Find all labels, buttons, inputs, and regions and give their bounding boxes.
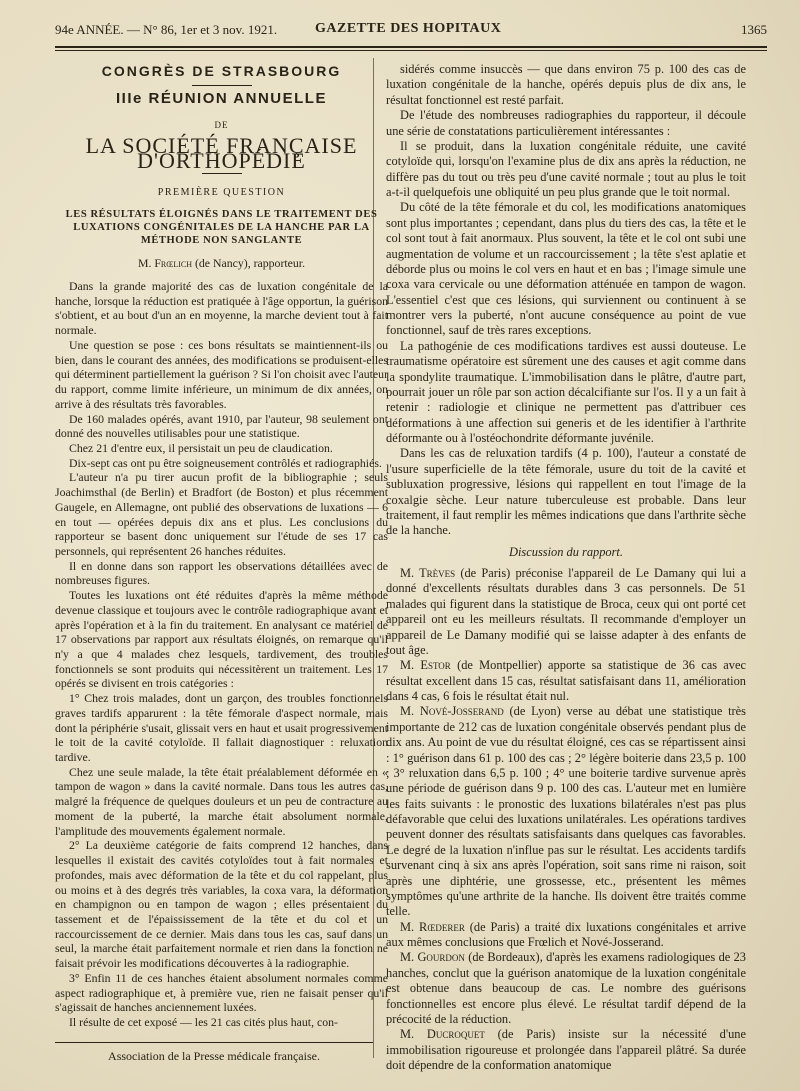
- paragraph: 1° Chez trois malades, dont un garçon, des troubles fonctionnels graves tardifs apparurent : la tête fémorale d'aspect normale, mais dont la périphérie s'usait, glissait vers en haut et usait progressivement le toit de la cavité cotyloïde. Il fallait diagnostiquer : reluxation tardive.: [55, 691, 388, 765]
- paragraph: Il en donne dans son rapport les observations détaillées avec de nombreuses figures.: [55, 558, 388, 588]
- header-rule: [55, 46, 767, 48]
- paragraph: L'auteur n'a pu tirer aucun profit de la bibliographie ; seuls Joachimsthal (de Berlin) et Bradfort (de Boston) et plus récemment Gaugele, en Allemagne, ont publié des observations de luxations — 6 en tout — opérées depuis dix ans et plus. Les conclusions du rapporteur se basent donc uniquement sur l'étude de ses 17 cas personnels, qui représentent 26 hanches réduites.: [55, 470, 388, 558]
- discussion-paragraph: [386, 920, 746, 951]
- divider: [192, 85, 252, 86]
- header-rule-thin: [55, 50, 767, 51]
- question-label: PREMIÈRE QUESTION: [157, 186, 286, 198]
- article-title: LES RÉSULTATS ÉLOIGNÉS DANS LE TRAITEMENT DES LUXATIONS CONGÉNITALES DE LA HANCHE PAR LA MÉTHODE NON SANGLANTE: [65, 209, 378, 247]
- speaker-name: M. Nové-Josserand: [400, 704, 504, 719]
- paragraph: Il résulte de cet exposé — les 21 cas cités plus haut, con-: [69, 1014, 338, 1029]
- speaker-name: M. Rœderer: [400, 919, 465, 934]
- paragraph: 2° La deuxième catégorie de faits comprend 12 hanches, dans lesquelles il existait des cavités cotyloïdes tout à fait normales et profondes, mais avec déformation de la tête et du col rappelant, plus ou moins et à des degrés très variables, la coxa vara, la déformation en champignon ou en tampon de wagon ; elles présentaient du tassement et de l'épaississement de la tête et du col et un raccourcissement de ce dernier. Mais dans tous les cas, sauf dans un seul, la marche était parfaitement normale et rien dans la fonction ne faisait prévoir les modifications découvertes à la radiographie.: [55, 838, 388, 971]
- discussion-paragraph: [386, 1027, 746, 1073]
- discussion-paragraph: [386, 566, 746, 658]
- author-line: [55, 256, 388, 271]
- discussion-paragraph: [386, 704, 746, 919]
- right-column: [386, 62, 746, 1073]
- left-body: [55, 279, 388, 1030]
- discussion-paragraph: [386, 950, 746, 1027]
- paragraph: Il se produit, dans la luxation congénitale réduite, une cavité cotyloïde qui, lorsqu'on l'examine plus de dix ans après la réduction, ne diffère pas du tout ou très peu d'une cavité normale ; tout au plus le toit a-t-il quelquefois une obliquité un peu plus grande que le toit normal.: [386, 138, 746, 199]
- journal-title: GAZETTE DES HOPITAUX: [315, 21, 502, 36]
- paragraph: 3° Enfin 11 de ces hanches étaient absolument normales comme aspect radiographique et, à première vue, rien ne faisait penser qu'il s'agissait de hanches anciennement luxées.: [55, 970, 388, 1015]
- speaker-text: (de Paris) insiste sur la nécessité d'une immobilisation rigoureuse et prolongée dans l'appareil plâtré. Sa durée doit dépendre de la conformation anatomique: [386, 1027, 746, 1072]
- page-header: [55, 20, 767, 42]
- paragraph: Une question se pose : ces bons résultats se maintiennent-ils ou bien, dans le courant des années, des modifications se produisent-elles qui déterminent partiellement la guérison ? Si l'on choisit avec l'auteur du rapport, comme limite inférieure, un minimum de dix années, on arrive à des résultats très favorables.: [55, 337, 388, 411]
- de-label: DE: [214, 120, 229, 131]
- meeting-heading: IIIe RÉUNION ANNUELLE: [116, 89, 327, 107]
- page-number: 1365: [741, 22, 767, 37]
- issue-info: 94e ANNÉE. — N° 86, 1er et 3 nov. 1921.: [55, 22, 278, 37]
- speaker-name: M. Trèves: [400, 566, 456, 580]
- discussion-heading: Discussion du rapport.: [509, 544, 623, 559]
- speaker-name: M. Estor: [400, 658, 451, 673]
- speaker-text: (de Bordeaux), d'après les examens radiologiques de 23 hanches, conclut que la guérison anatomique de la luxation congénitale est obtenue dans beaucoup de cas. Le nombre des guérisons fonctionnelles est encore plus élevé. Le résultat tardif dépend de la précocité de la réduction.: [386, 950, 746, 1026]
- speaker-text: (de Lyon) verse au débat une statistique très importante de 212 cas de luxation congénitale observés pendant plus de dix ans. Au point de vue du résultat éloigné, ces cas se répartissent ainsi : 1° guérison dans 61 p. 100 des cas ; 2° légère boiterie dans 23,5 p. 100 ; 3° reluxation dans 6,5 p. 100 ; 4° une boiterie tardive survenue après une période de guérison dans 9 p. 100 des cas. L'auteur met en lumière les faits suivants : le pronostic des luxations bilatérales n'est pas plus défavorable que celui des luxations unilatérales. Les opérations tardives peuvent donner des résultats satisfaisants dans quelques cas favorables. Le degré de la luxation n'influe pas sur le résultat. Les accidents tardifs survenant cinq à six ans après l'opération, soit sans rime ni raison, soit après une diphtérie, une grossesse, etc., présentent les mêmes symptômes qu'une arthrite de la hanche. Ils doivent être traités comme telle.: [386, 704, 746, 919]
- paragraph: Dix-sept cas ont pu être soigneusement contrôlés et radiographiés.: [69, 455, 382, 470]
- paragraph: Chez 21 d'entre eux, il persistait un peu de claudication.: [69, 440, 333, 455]
- paragraph: Du côté de la tête fémorale et du col, les modifications anatomiques sont plus importantes ; cependant, dans plus du tiers des cas, la tête et le col sont tout à fait anormaux. Plus souvent, la tête et le col ont subi une augmentation de volume et un raccourcissement ; la tête s'est aplatie et déborde plus ou moins le col vers en haut et en bas ; l'image simule une coxa vara cervicale ou une déformation atténuée en tampon de wagon. L'essentiel c'est que ces lésions, qui surviennent ou continuent à se montrer vers la puberté, n'ont aucune conséquence au point de vue fonctionnel, sauf de très rares exceptions.: [386, 200, 746, 338]
- footer-note: Association de la Presse médicale française.: [55, 1042, 373, 1064]
- paragraph: Chez une seule malade, la tête était préalablement déformée en « tampon de wagon » dans la cavité normale. Dans tous les autres cas, malgré la fréquence de quelques douleurs et un peu de contracture au moment de la puberté, la marche était absolument normale, l'amplitude des mouvements également normale.: [55, 764, 388, 838]
- paragraph: Toutes les luxations ont été réduites d'après la même méthode devenue classique et toujours avec le contrôle radiographique avant et après l'opération et à la fin du traitement. En analysant ce matériel de 17 observations par rapport aux résultats éloignés, on remarque qu'il n'y a que 4 malades chez lesquels, tardivement, des troubles fonctionnels se sont produits qui nécessitèrent un traitement. Les 17 opérés se divisent en trois catégories :: [55, 588, 388, 691]
- discussion-paragraph: [386, 658, 746, 704]
- speaker-name: M. Gourdon: [400, 950, 465, 965]
- paragraph: La pathogénie de ces modifications tardives est aussi douteuse. Le traumatisme opératoire est sûrement une des causes et agit comme dans la spondylite traumatique. L'immobilisation dans le plâtre, d'autre part, pourrait jouer un rôle par son action décalcifiante sur l'os. Il y a un fait à retenir : radiologie et clinique ne permettent pas d'attribuer ces déformations à une affection sui generis et de les identifier à l'arthrite déformante ou à l'ostéochondrite déformante juvénile.: [386, 338, 746, 445]
- speaker-text: (de Montpellier) apporte sa statistique de 36 cas avec résultat excellent dans 15 cas, résultat satisfaisant dans 11, amélioration dans 4 cas, 6 fois le résultat était nul.: [386, 658, 746, 703]
- paragraph: De l'étude des nombreuses radiographies du rapporteur, il découle une série de constatations particulièrement intéressantes :: [386, 108, 746, 138]
- paragraph: De 160 malades opérés, avant 1910, par l'auteur, 98 seulement ont donné des nouvelles utilisables pour une statistique.: [55, 411, 388, 441]
- speaker-text: (de Paris) préconise l'appareil de Le Damany qui lui a donné d'excellents résultats durables dans 3 cas personnels. De 51 malades qui figurent dans la statistique de Broca, ceux qui ont porté cet appareil ont eu les meilleurs résultats. Il recommande d'employer un appareil de Le Damany modifié qui se laisse adapter à des enfants de tout âge.: [386, 566, 746, 657]
- left-column: [55, 60, 388, 1030]
- author-name: M. Frœlich: [137, 256, 193, 271]
- paragraph: sidérés comme insuccès — que dans environ 75 p. 100 des cas de luxation congénitale de la hanche, opérés depuis plus de dix ans, le résultat fonctionnel est resté parfait.: [386, 62, 746, 107]
- congress-heading: CONGRÈS DE STRASBOURG: [101, 63, 342, 79]
- paragraph: Dans la grande majorité des cas de luxation congénitale de la hanche, lorsque la réduction est pratiquée à l'âge opportun, la guérison s'obtient, et au bout d'un an en moyenne, la marche devient tout à fait normale.: [55, 279, 388, 338]
- author-rest: (de Nancy), rapporteur.: [192, 256, 306, 271]
- right-body: [386, 62, 746, 539]
- paragraph: Dans les cas de reluxation tardifs (4 p. 100), l'auteur a constaté de l'usure superficielle de la tête fémorale, usure du toit de la cavité et subluxation progressive, lésions qui rappellent en tout l'image de la coxalgie sèche. Leur nature tuberculeuse est probable. Dans leur traitement, il faut remplir les mêmes indications que dans l'arthrite sèche de la hanche.: [386, 446, 746, 538]
- speaker-text: (de Paris) a traité dix luxations congénitales et arrive aux mêmes conclusions que Frœlich et Nové-Josserand.: [386, 919, 746, 949]
- society-heading: LA SOCIÉTÉ FRANÇAISE D'ORTHOPÉDIE: [85, 133, 358, 173]
- discussion-body: [386, 566, 746, 1073]
- speaker-name: M. Ducroquet: [400, 1027, 485, 1042]
